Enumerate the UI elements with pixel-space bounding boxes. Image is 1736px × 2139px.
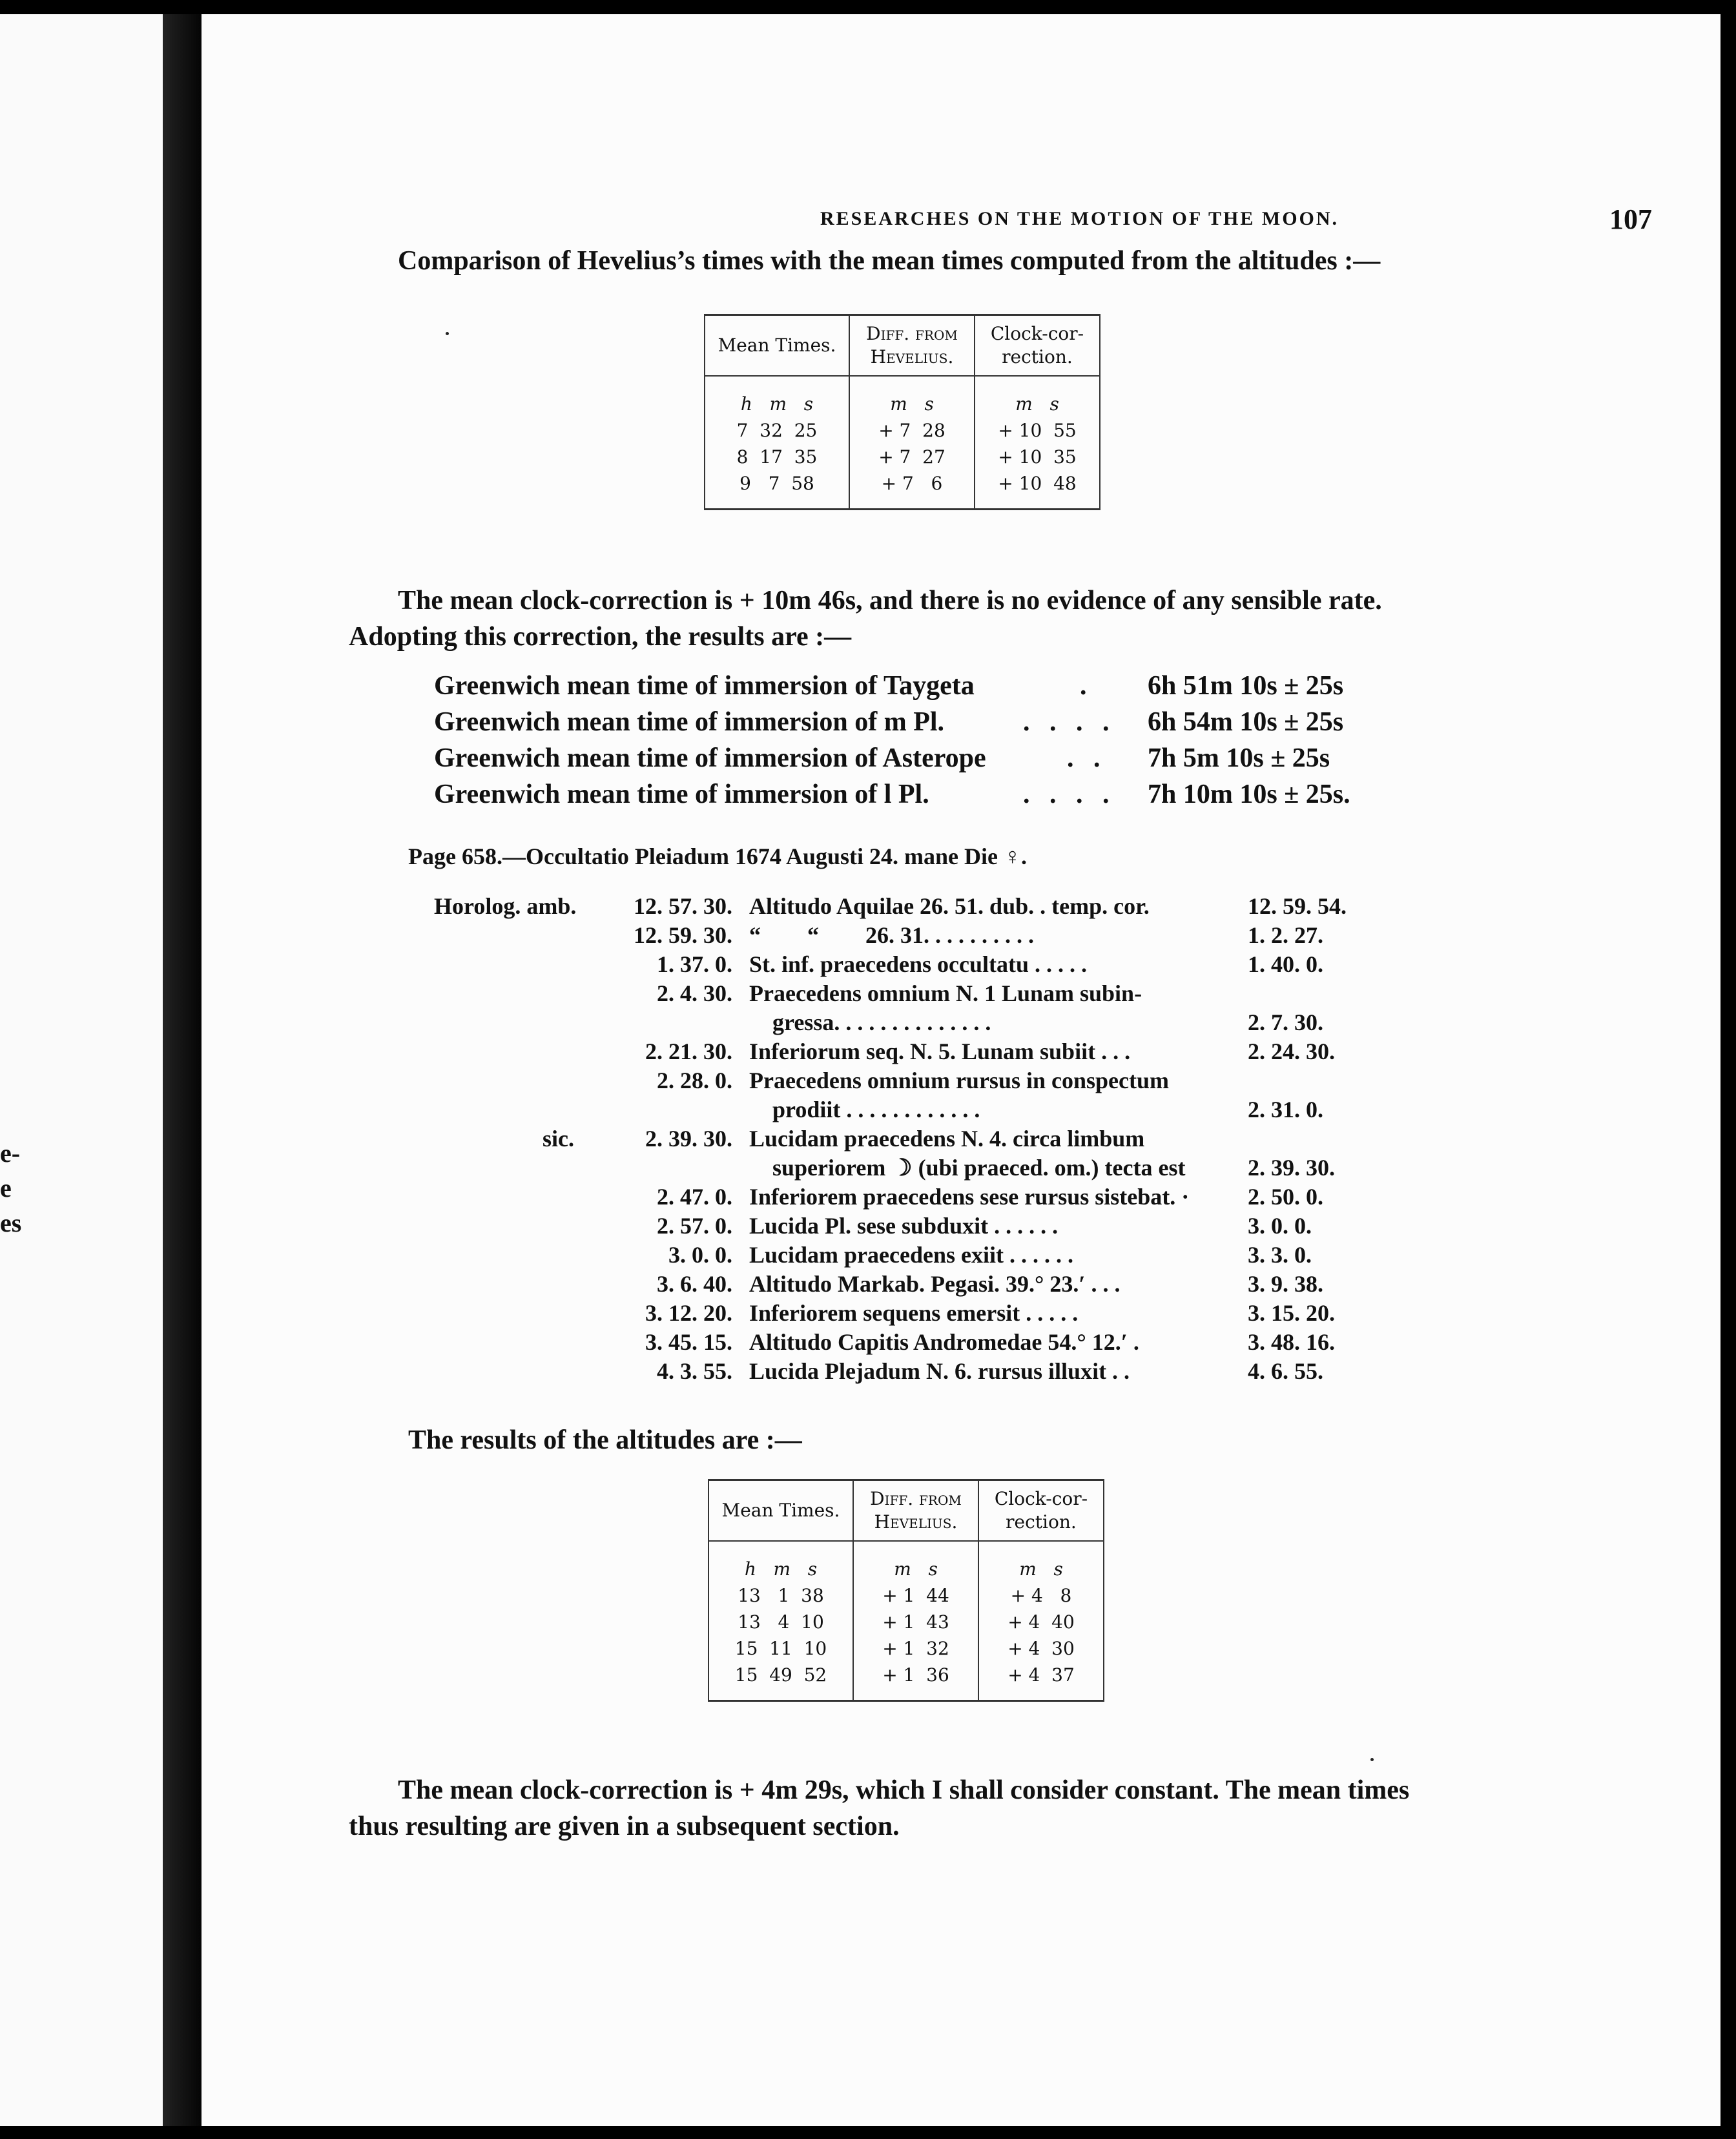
cell-mean-time: 8 17 35 [705, 444, 849, 470]
log-corrected-time: 1. 40. 0. [1248, 951, 1323, 977]
log-clock-time: 3. 0. 0. [668, 1242, 732, 1268]
cell-clock-correction: + 4 8 [978, 1582, 1104, 1609]
unit-cell: m s [849, 376, 975, 417]
log-clock-time: 2. 4. 30. [657, 980, 732, 1006]
log-clock-time: 2. 28. 0. [657, 1068, 732, 1093]
col-mean-times: Mean Times. [705, 315, 849, 377]
log-clock-time: 1. 37. 0. [657, 951, 732, 977]
log-description: Altitudo Capitis Andromedae 54.° 12.′ . [749, 1329, 1139, 1355]
intro-text: Comparison of Hevelius’s times with the mean times computed from the altitudes :— [398, 246, 1381, 276]
log-corrected-time: 3. 0. 0. [1248, 1213, 1312, 1239]
table-hevelius-2 [708, 1479, 1104, 1702]
results-of-altitudes-heading: The results of the altitudes are :— [408, 1425, 802, 1455]
result-label: Greenwich mean time of immersion of m Pl. [434, 707, 945, 737]
cell-diff: + 1 43 [853, 1609, 978, 1635]
log-label: sic. [542, 1126, 574, 1152]
cell-clock-correction: + 10 48 [975, 470, 1100, 510]
col-clock-correction: Clock-cor- rection. [978, 1480, 1104, 1542]
log-clock-time: 3. 6. 40. [657, 1271, 732, 1297]
log-corrected-time: 4. 6. 55. [1248, 1358, 1323, 1384]
col-diff-from-hevelius: Diff. from Hevelius. [853, 1480, 978, 1542]
unit-cell: m s [978, 1541, 1104, 1582]
facing-page [0, 14, 163, 2126]
mean-correction-paragraph: The mean clock-correction is + 10m 46s, and there is no evidence of any sensible rate. Adopting this correction, the results are :— [349, 586, 1382, 652]
result-value: 7h 5m 10s ± 25s [1148, 743, 1330, 773]
result-label: Greenwich mean time of immersion of Taygeta [434, 671, 975, 701]
cell-diff: + 7 6 [849, 470, 975, 510]
log-description: gressa. . . . . . . . . . . . . . [749, 1009, 991, 1035]
table-row [705, 470, 1100, 510]
unit-cell: m s [975, 376, 1100, 417]
log-clock-time: 3. 12. 20. [645, 1300, 732, 1326]
log-clock-time: 2. 39. 30. [645, 1126, 732, 1152]
leader-dots: . . [1067, 743, 1107, 773]
book-gutter [163, 14, 202, 2126]
log-clock-time: 2. 21. 30. [645, 1038, 732, 1064]
log-corrected-time: 3. 9. 38. [1248, 1271, 1323, 1297]
log-description: Praecedens omnium rursus in conspectum [749, 1068, 1169, 1093]
table-row [708, 1609, 1104, 1635]
log-description: St. inf. praecedens occultatu . . . . . [749, 951, 1087, 977]
table-hevelius-1 [704, 314, 1100, 510]
cell-diff: + 1 44 [853, 1582, 978, 1609]
table-row [705, 417, 1100, 444]
result-value: 6h 51m 10s ± 25s [1148, 671, 1344, 701]
log-corrected-time: 1. 2. 27. [1248, 922, 1323, 948]
log-description: Lucidam praecedens N. 4. circa limbum [749, 1126, 1145, 1152]
facing-page-fragment: e [0, 1173, 12, 1203]
page-reference: Page 658.—Occultatio Pleiadum 1674 Augusti 24. mane Die ♀. [408, 843, 1027, 869]
log-description: Inferiorem praecedens sese rursus sistebat. · [749, 1184, 1190, 1210]
facing-page-fragment: es [0, 1208, 22, 1237]
log-description: Praecedens omnium N. 1 Lunam subin- [749, 980, 1142, 1006]
log-clock-time: 2. 47. 0. [657, 1184, 732, 1210]
result-label: Greenwich mean time of immersion of Asterope [434, 743, 986, 773]
unit-cell: m s [853, 1541, 978, 1582]
cell-clock-correction: + 4 37 [978, 1662, 1104, 1701]
speck [1370, 1758, 1374, 1761]
log-description: Inferiorem sequens emersit . . . . . [749, 1300, 1079, 1326]
cell-mean-time: 15 49 52 [708, 1662, 853, 1701]
log-corrected-time: 2. 31. 0. [1248, 1097, 1323, 1122]
log-corrected-time: 2. 39. 30. [1248, 1155, 1335, 1181]
cell-mean-time: 7 32 25 [705, 417, 849, 444]
cell-diff: + 1 36 [853, 1662, 978, 1701]
result-value: 7h 10m 10s ± 25s. [1148, 780, 1350, 809]
cell-mean-time: 15 11 10 [708, 1635, 853, 1662]
cell-clock-correction: + 10 55 [975, 417, 1100, 444]
result-value: 6h 54m 10s ± 25s [1148, 707, 1344, 737]
leader-dots: . . . . [1023, 780, 1116, 809]
cell-clock-correction: + 10 35 [975, 444, 1100, 470]
log-description: “ “ 26. 31. . . . . . . . . . [749, 922, 1034, 948]
running-title: RESEARCHES ON THE MOTION OF THE MOON. [820, 208, 1339, 229]
table-row [705, 444, 1100, 470]
log-description: Lucida Plejadum N. 6. rursus illuxit . . [749, 1358, 1130, 1384]
log-description: Lucidam praecedens exiit . . . . . . [749, 1242, 1073, 1268]
cell-mean-time: 13 1 38 [708, 1582, 853, 1609]
log-description: superiorem ☽ (ubi praeced. om.) tecta est [749, 1155, 1186, 1181]
cell-clock-correction: + 4 30 [978, 1635, 1104, 1662]
cell-diff: + 1 32 [853, 1635, 978, 1662]
col-mean-times: Mean Times. [708, 1480, 853, 1542]
log-description: Inferiorum seq. N. 5. Lunam subiit . . . [749, 1038, 1131, 1064]
log-description: prodiit . . . . . . . . . . . . [749, 1097, 980, 1122]
cell-clock-correction: + 4 40 [978, 1609, 1104, 1635]
page-number: 107 [1609, 203, 1652, 235]
leader-dots: . . . . [1023, 707, 1116, 737]
cell-diff: + 7 28 [849, 417, 975, 444]
log-description: Lucida Pl. sese subduxit . . . . . . [749, 1213, 1059, 1239]
log-clock-time: 12. 57. 30. [634, 893, 732, 919]
intro-paragraph [398, 243, 1457, 279]
cell-diff: + 7 27 [849, 444, 975, 470]
log-corrected-time: 12. 59. 54. [1248, 893, 1347, 919]
log-corrected-time: 3. 48. 16. [1248, 1329, 1335, 1355]
log-corrected-time: 3. 15. 20. [1248, 1300, 1335, 1326]
log-description: Altitudo Markab. Pegasi. 39.° 23.′ . . . [749, 1271, 1121, 1297]
result-label: Greenwich mean time of immersion of l Pl. [434, 780, 929, 809]
table-row [708, 1582, 1104, 1609]
unit-cell: h m s [708, 1541, 853, 1582]
log-clock-time: 3. 45. 15. [645, 1329, 732, 1355]
table-row [708, 1662, 1104, 1701]
log-description: Altitudo Aquilae 26. 51. dub. . temp. cor. [749, 893, 1150, 919]
table-row [708, 1635, 1104, 1662]
log-corrected-time: 2. 50. 0. [1248, 1184, 1323, 1210]
log-clock-time: 2. 57. 0. [657, 1213, 732, 1239]
log-corrected-time: 2. 7. 30. [1248, 1009, 1323, 1035]
cell-mean-time: 9 7 58 [705, 470, 849, 510]
log-corrected-time: 2. 24. 30. [1248, 1038, 1335, 1064]
cell-mean-time: 13 4 10 [708, 1609, 853, 1635]
conclusion-paragraph: The mean clock-correction is + 4m 29s, which I shall consider constant. The mean times thus resulting are given in a subsequent section. [349, 1775, 1410, 1841]
log-clock-time: 4. 3. 55. [657, 1358, 732, 1384]
col-diff-from-hevelius: Diff. from Hevelius. [849, 315, 975, 377]
facing-page-fragment: e- [0, 1139, 21, 1168]
log-corrected-time: 3. 3. 0. [1248, 1242, 1312, 1268]
leader-dots: . [1080, 671, 1093, 701]
log-label: Horolog. amb. [434, 893, 577, 919]
log-clock-time: 12. 59. 30. [634, 922, 732, 948]
speck [446, 332, 449, 335]
col-clock-correction: Clock-cor- rection. [975, 315, 1100, 377]
unit-cell: h m s [705, 376, 849, 417]
